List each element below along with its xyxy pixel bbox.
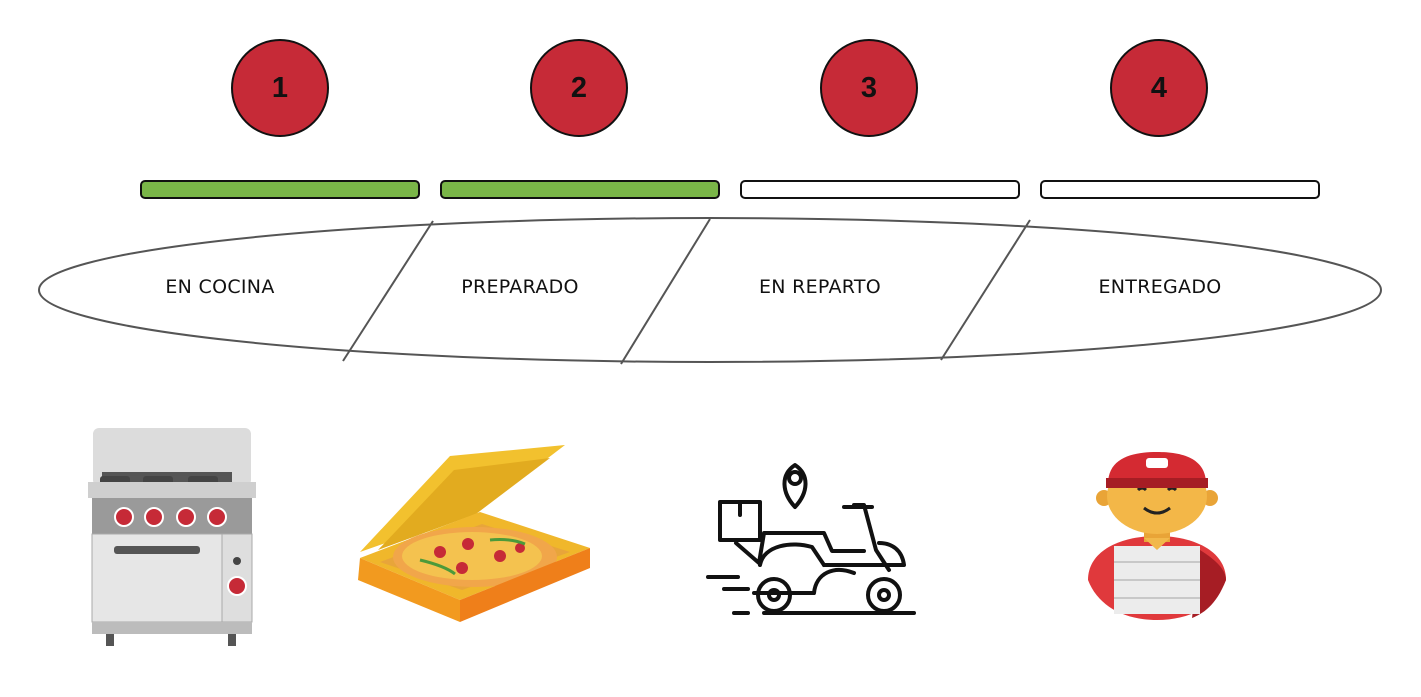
step-2-number: 2: [570, 71, 588, 104]
delivery-person-icon: [1082, 450, 1232, 622]
stage-divider-2: [621, 219, 710, 364]
stage-divider-3: [941, 220, 1030, 360]
step-1-number: 1: [271, 71, 289, 104]
stage-label-en-cocina: EN COCINA: [165, 276, 275, 298]
step-4-number: 4: [1150, 71, 1168, 104]
pizza-box-icon: [350, 440, 595, 635]
stage-label-en-reparto: EN REPARTO: [758, 276, 882, 298]
stage-label-preparado: PREPARADO: [461, 276, 579, 298]
step-3-number: 3: [860, 71, 878, 104]
delivery-scooter-icon: [704, 455, 919, 620]
stage-label-entregado: ENTREGADO: [1098, 276, 1222, 298]
stove-icon: [88, 424, 258, 649]
